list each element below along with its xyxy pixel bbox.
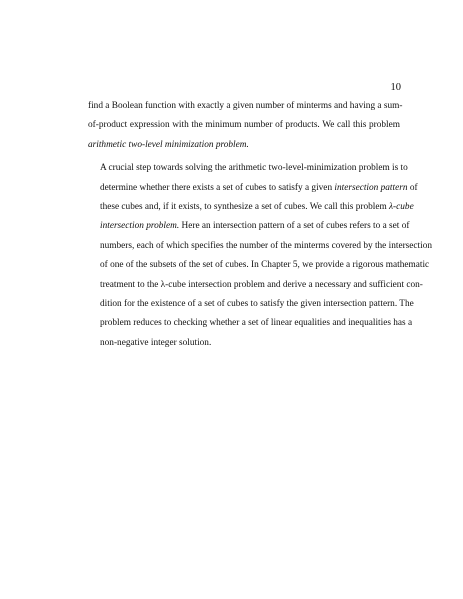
text-line xyxy=(88,217,410,236)
text-run: these cubes and, if it exists, to synthesize a set of cubes. We call this problem xyxy=(100,202,390,213)
emphasis-term: arithmetic two-level minimization problem. xyxy=(88,139,249,150)
text-line: of-product expression with the minimum number of products. We call this problem xyxy=(88,120,400,131)
paragraph-intersection xyxy=(88,159,432,353)
emphasis-term: λ-cube xyxy=(389,202,414,213)
text-line: problem reduces to checking whether a set of linear equalities and inequalities has a xyxy=(100,318,413,329)
text-run: of xyxy=(407,182,418,193)
text-line: A crucial step towards solving the arithmetic two-level-minimization problem is to xyxy=(100,163,408,174)
emphasis-term: intersection problem. xyxy=(100,221,180,232)
body-text xyxy=(88,97,432,353)
emphasis-term: intersection pattern xyxy=(334,182,408,193)
text-line xyxy=(88,179,418,198)
text-line xyxy=(88,136,400,155)
text-line: dition for the existence of a set of cubes to satisfy the given intersection pattern. The xyxy=(100,299,414,310)
text-line xyxy=(88,198,414,217)
text-run: determine whether there exists a set of cubes to satisfy a given xyxy=(100,182,335,193)
text-line: of one of the subsets of the set of cubes. In Chapter 5, we provide a rigorous mathematic xyxy=(100,260,430,271)
text-line: non-negative integer solution. xyxy=(100,337,212,348)
text-run: Here an intersection pattern of a set of cubes refers to a set of xyxy=(179,221,410,232)
page-number: 10 xyxy=(390,82,401,93)
paragraph-continuation xyxy=(88,97,403,155)
text-line: numbers, each of which specifies the number of the minterms covered by the intersection xyxy=(100,240,432,251)
text-line: treatment to the λ-cube intersection problem and derive a necessary and sufficient con- xyxy=(100,279,423,290)
text-line: find a Boolean function with exactly a given number of minterms and having a sum- xyxy=(88,101,403,111)
